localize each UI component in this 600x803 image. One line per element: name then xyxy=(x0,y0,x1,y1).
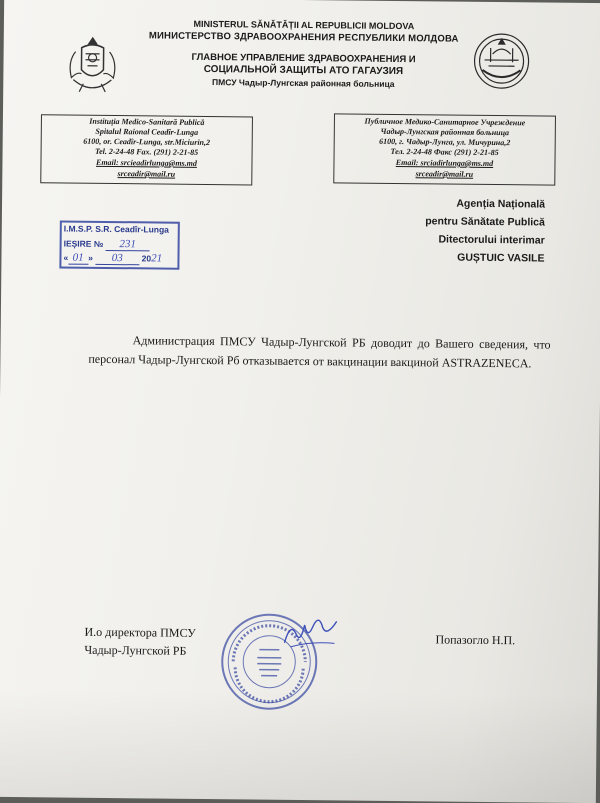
addressee-line-2: pentru Sănătate Publică xyxy=(425,215,545,229)
addressee-line-3: Ditectorului interimar xyxy=(438,233,545,247)
stamp-month: 03 xyxy=(111,252,123,265)
stamp-month-field xyxy=(95,252,139,265)
body-paragraph: Администрация ПМСУ Чадыр-Лунгской РБ доводит до Вашего сведения, что персонал Чадыр-Лунгской Рб отказывается от вакцинации вакциной ASTRAZENECA. xyxy=(88,333,551,371)
signatory-name: Попазогло Н.П. xyxy=(435,632,516,648)
hospital-line: ПМСУ Чадыр-Лунгская районная больница xyxy=(212,77,395,89)
stamp-number-row xyxy=(64,238,150,252)
signatory-title-1: И.о директора ПМСУ xyxy=(84,624,196,640)
box-ru-line-1: Публичное Медико-Санитарное Учреждение xyxy=(364,116,526,128)
institution-box-ru xyxy=(333,113,556,185)
letter-body xyxy=(88,331,550,374)
stamp-number-field xyxy=(106,238,150,251)
stamp-date-close: » xyxy=(88,252,93,263)
box-ru-email: Email: srciadirlunga@ms.md xyxy=(395,157,494,169)
stamp-day: 01 xyxy=(72,251,84,264)
box-ro-email: Email: srcieadirlunga@ms.md xyxy=(95,157,197,168)
addressee-name: GUȘTUIC VASILE xyxy=(457,251,545,265)
department-line-2: СОЦИАЛЬНОЙ ЗАЩИТЫ АТО ГАГАУЗИЯ xyxy=(203,63,404,78)
addressee-line-1: Agenția Națională xyxy=(456,197,546,211)
page-shadow xyxy=(0,687,597,803)
stamp-year-prefix: 20 xyxy=(141,253,152,264)
stamp-number-label: IEȘIRE № xyxy=(63,238,104,249)
signatory-title-2: Чадыр-Лунгской РБ xyxy=(84,642,187,658)
stamp-date-open: « xyxy=(63,252,69,263)
box-ru-line-3: 6100, г. Чадыр-Лунга, ул. Мичурина,2 xyxy=(379,136,511,148)
stamp-day-field xyxy=(68,252,88,265)
stamp-number: 231 xyxy=(119,238,137,251)
institution-box-ro xyxy=(40,114,253,185)
box-ru-line-2: Чадыр-Лунгская районная больница xyxy=(380,126,510,138)
department-line-1: ГЛАВНОЕ УПРАВЛЕНИЕ ЗДРАВООХРАНЕНИЯ И xyxy=(191,51,416,66)
box-ru-email-2: srceadir@mail.ru xyxy=(415,169,474,179)
outgoing-registration-stamp xyxy=(59,220,179,269)
box-ro-line-1: Instituția Medico-Sanitară Publică xyxy=(89,116,205,127)
stamp-date-row xyxy=(63,252,162,266)
box-ro-email-2: srceadir@mail.ru xyxy=(117,169,176,179)
box-ro-line-4: Tel. 2-24-48 Fax. (291) 2-21-85 xyxy=(94,146,199,157)
handwritten-signature xyxy=(280,613,340,654)
ministry-name-ro: MINISTERUL SĂNĂTĂȚII AL REPUBLICII MOLDOVA xyxy=(193,18,415,32)
ministry-name-ru: МИНИСТЕРСТВО ЗДРАВООХРАНЕНИЯ РЕСПУБЛИКИ МОЛДОВА xyxy=(148,30,459,45)
box-ro-line-2: Spitalul Raional Ceadîr-Lunga xyxy=(95,126,199,137)
stamp-institution: I.M.S.P. S.R. Ceadîr-Lunga xyxy=(63,223,170,235)
stamp-year: 21 xyxy=(151,252,163,265)
box-ro-line-3: 6100, or. Ceadîr-Lunga, str.Miciurin,2 xyxy=(83,136,211,148)
box-ru-line-4: Тел. 2-24-48 Факс (291) 2-21-85 xyxy=(390,146,499,158)
